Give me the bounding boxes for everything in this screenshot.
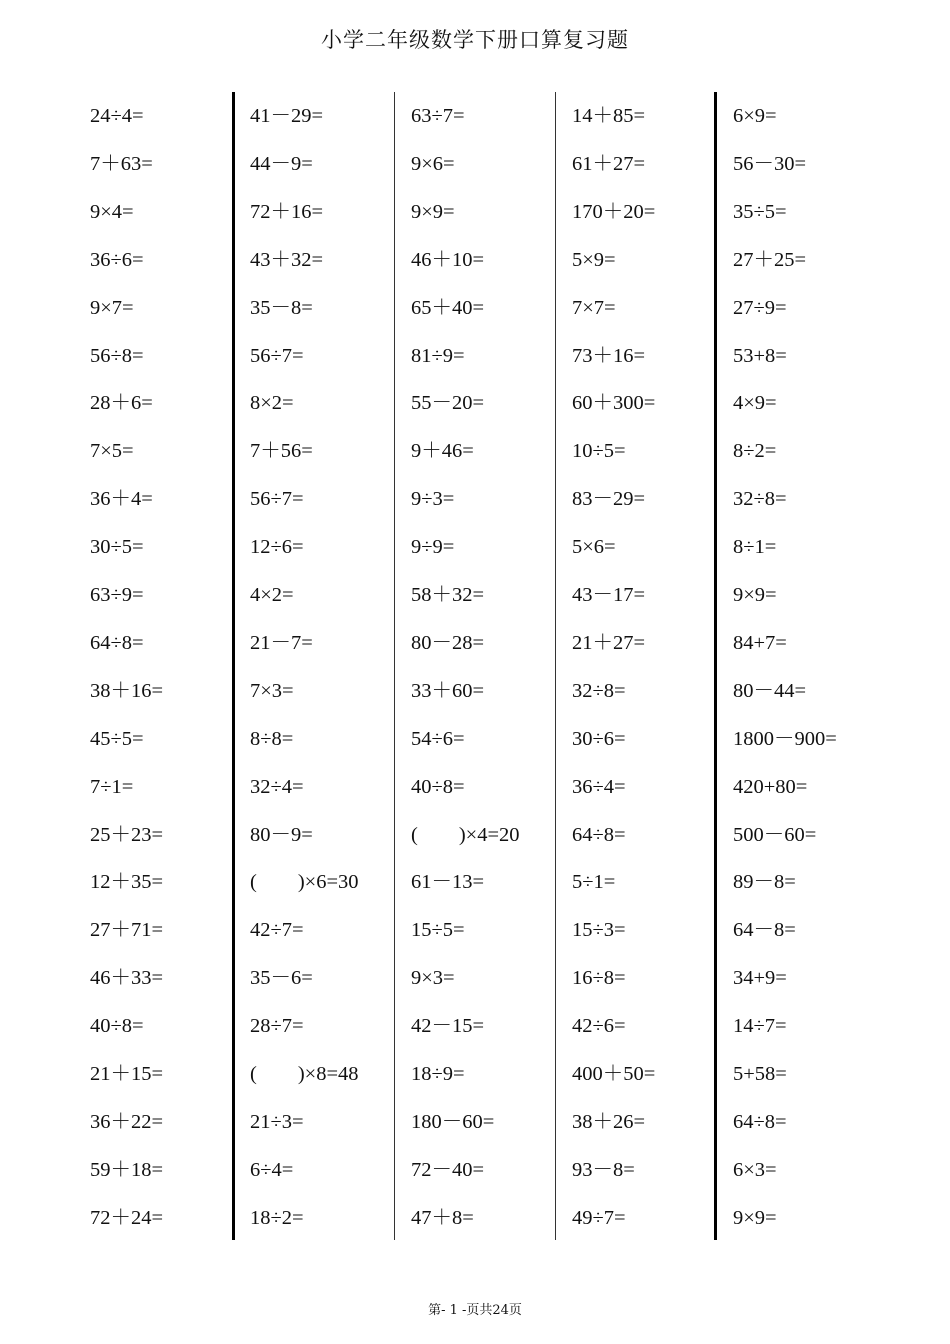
- problem-item: 4×9=: [733, 392, 777, 415]
- problem-item: 32÷4=: [250, 775, 304, 798]
- problem-item: 16÷8=: [572, 967, 626, 990]
- problem-item: 45÷5=: [90, 727, 144, 750]
- problem-item: 36＋22=: [90, 1110, 164, 1133]
- problem-item: 61＋27=: [572, 152, 646, 175]
- problem-item: 7×7=: [572, 296, 616, 319]
- problem-item: ( )×4=20: [411, 823, 520, 846]
- problem-item: 7＋56=: [250, 440, 313, 463]
- problem-item: 6×3=: [733, 1158, 777, 1181]
- problem-item: 14÷7=: [733, 1015, 787, 1038]
- problem-item: 21－7=: [250, 631, 313, 654]
- problem-item: 9÷3=: [411, 488, 455, 511]
- problem-item: 34+9=: [733, 967, 787, 990]
- problem-item: 40÷8=: [411, 775, 465, 798]
- problem-item: 8÷1=: [733, 536, 777, 559]
- problem-item: 8÷8=: [250, 727, 294, 750]
- problem-item: 36＋4=: [90, 488, 153, 511]
- problem-item: 56－30=: [733, 152, 807, 175]
- problem-item: 36÷6=: [90, 248, 144, 271]
- problem-item: 24÷4=: [90, 105, 144, 127]
- page-footer: 第- 1 -页共24页: [428, 1303, 522, 1318]
- problem-column: [557, 92, 718, 1240]
- problem-item: 32÷8=: [733, 488, 787, 511]
- problem-item: 43＋32=: [250, 248, 324, 271]
- problem-item: 32÷8=: [572, 679, 626, 702]
- problem-item: 12＋35=: [90, 871, 164, 894]
- problem-item: 7÷1=: [90, 775, 134, 798]
- problem-item: 54÷6=: [411, 727, 465, 750]
- problem-item: 40÷8=: [90, 1015, 144, 1038]
- problem-item: 47＋8=: [411, 1206, 474, 1229]
- problem-item: 56÷7=: [250, 488, 304, 511]
- problem-item: 21÷3=: [250, 1110, 304, 1133]
- problem-item: 53+8=: [733, 344, 787, 367]
- problem-item: 35－6=: [250, 967, 313, 990]
- problem-item: 27＋71=: [90, 919, 164, 942]
- problem-item: 7×3=: [250, 679, 294, 702]
- problem-item: 72＋24=: [90, 1206, 164, 1229]
- problem-item: 81÷9=: [411, 344, 465, 367]
- problem-item: 1800－900=: [733, 727, 837, 750]
- arithmetic-grid: [75, 92, 875, 1240]
- problem-item: 64÷8=: [572, 823, 626, 846]
- problem-item: 12÷6=: [250, 536, 304, 559]
- problem-item: 9×6=: [411, 152, 455, 175]
- problem-item: 170＋20=: [572, 200, 656, 223]
- problem-item: 80－28=: [411, 631, 485, 654]
- problem-item: 5×9=: [572, 248, 616, 271]
- problem-item: 65＋40=: [411, 296, 485, 319]
- problem-column: [396, 92, 557, 1240]
- problem-item: 41－29=: [250, 105, 324, 127]
- problem-item: 5÷1=: [572, 871, 616, 894]
- problem-item: 93－8=: [572, 1158, 635, 1181]
- problem-item: 9×9=: [411, 200, 455, 223]
- problem-item: 49÷7=: [572, 1206, 626, 1229]
- problem-item: 64－8=: [733, 919, 796, 942]
- problem-item: 8×2=: [250, 392, 294, 415]
- problem-item: 27＋25=: [733, 248, 807, 271]
- problem-item: 7＋63=: [90, 152, 153, 175]
- problem-item: 55－20=: [411, 392, 485, 415]
- problem-item: 18÷2=: [250, 1206, 304, 1229]
- problem-item: 59＋18=: [90, 1158, 164, 1181]
- problem-item: 63÷7=: [411, 105, 465, 127]
- problem-column: [235, 92, 396, 1240]
- problem-item: 80－44=: [733, 679, 807, 702]
- problem-item: 73＋16=: [572, 344, 646, 367]
- problem-item: 400＋50=: [572, 1063, 656, 1085]
- problem-item: 43－17=: [572, 584, 646, 606]
- problem-column: [718, 92, 879, 1240]
- problem-item: 27÷9=: [733, 296, 787, 319]
- problem-item: 64÷8=: [733, 1110, 787, 1133]
- problem-item: 61－13=: [411, 871, 485, 894]
- problem-item: 72－40=: [411, 1158, 485, 1181]
- problem-item: 9＋46=: [411, 440, 474, 463]
- problem-item: 5+58=: [733, 1063, 787, 1085]
- problem-item: 28÷7=: [250, 1015, 304, 1038]
- problem-item: 6÷4=: [250, 1158, 294, 1181]
- problem-item: 42－15=: [411, 1015, 485, 1038]
- problem-item: 21＋15=: [90, 1063, 164, 1085]
- problem-item: 25＋23=: [90, 823, 164, 846]
- problem-item: 14＋85=: [572, 105, 646, 127]
- problem-item: 9÷9=: [411, 536, 455, 559]
- problem-item: 5×6=: [572, 536, 616, 559]
- problem-item: 35－8=: [250, 296, 313, 319]
- problem-item: 35÷5=: [733, 200, 787, 223]
- problem-item: 21＋27=: [572, 631, 646, 654]
- problem-item: 9×9=: [733, 584, 777, 606]
- problem-item: 42÷7=: [250, 919, 304, 942]
- problem-item: 9×3=: [411, 967, 455, 990]
- problem-item: ( )×8=48: [250, 1063, 359, 1085]
- problem-item: 15÷5=: [411, 919, 465, 942]
- problem-item: 38＋16=: [90, 679, 164, 702]
- problem-item: 36÷4=: [572, 775, 626, 798]
- problem-item: 18÷9=: [411, 1063, 465, 1085]
- problem-item: 33＋60=: [411, 679, 485, 702]
- problem-item: 44－9=: [250, 152, 313, 175]
- page-title: 小学二年级数学下册口算复习题: [321, 28, 629, 52]
- problem-item: 89－8=: [733, 871, 796, 894]
- problem-item: 30÷5=: [90, 536, 144, 559]
- problem-item: 420+80=: [733, 775, 808, 798]
- problem-item: ( )×6=30: [250, 871, 359, 894]
- problem-column: [75, 92, 236, 1240]
- problem-item: 10÷5=: [572, 440, 626, 463]
- problem-item: 63÷9=: [90, 584, 144, 606]
- problem-item: 46＋33=: [90, 967, 164, 990]
- problem-item: 7×5=: [90, 440, 134, 463]
- problem-item: 28＋6=: [90, 392, 153, 415]
- problem-item: 56÷7=: [250, 344, 304, 367]
- problem-item: 72＋16=: [250, 200, 324, 223]
- problem-item: 8÷2=: [733, 440, 777, 463]
- problem-item: 15÷3=: [572, 919, 626, 942]
- problem-item: 46＋10=: [411, 248, 485, 271]
- problem-item: 500－60=: [733, 823, 817, 846]
- problem-item: 56÷8=: [90, 344, 144, 367]
- problem-item: 80－9=: [250, 823, 313, 846]
- problem-item: 64÷8=: [90, 631, 144, 654]
- problem-item: 9×4=: [90, 200, 134, 223]
- problem-item: 30÷6=: [572, 727, 626, 750]
- problem-item: 4×2=: [250, 584, 294, 606]
- problem-item: 9×7=: [90, 296, 134, 319]
- problem-item: 60＋300=: [572, 392, 656, 415]
- problem-item: 84+7=: [733, 631, 787, 654]
- problem-item: 9×9=: [733, 1206, 777, 1229]
- problem-item: 180－60=: [411, 1110, 495, 1133]
- problem-item: 83－29=: [572, 488, 646, 511]
- problem-item: 38＋26=: [572, 1110, 646, 1133]
- problem-item: 6×9=: [733, 105, 777, 127]
- problem-item: 42÷6=: [572, 1015, 626, 1038]
- problem-item: 58＋32=: [411, 584, 485, 606]
